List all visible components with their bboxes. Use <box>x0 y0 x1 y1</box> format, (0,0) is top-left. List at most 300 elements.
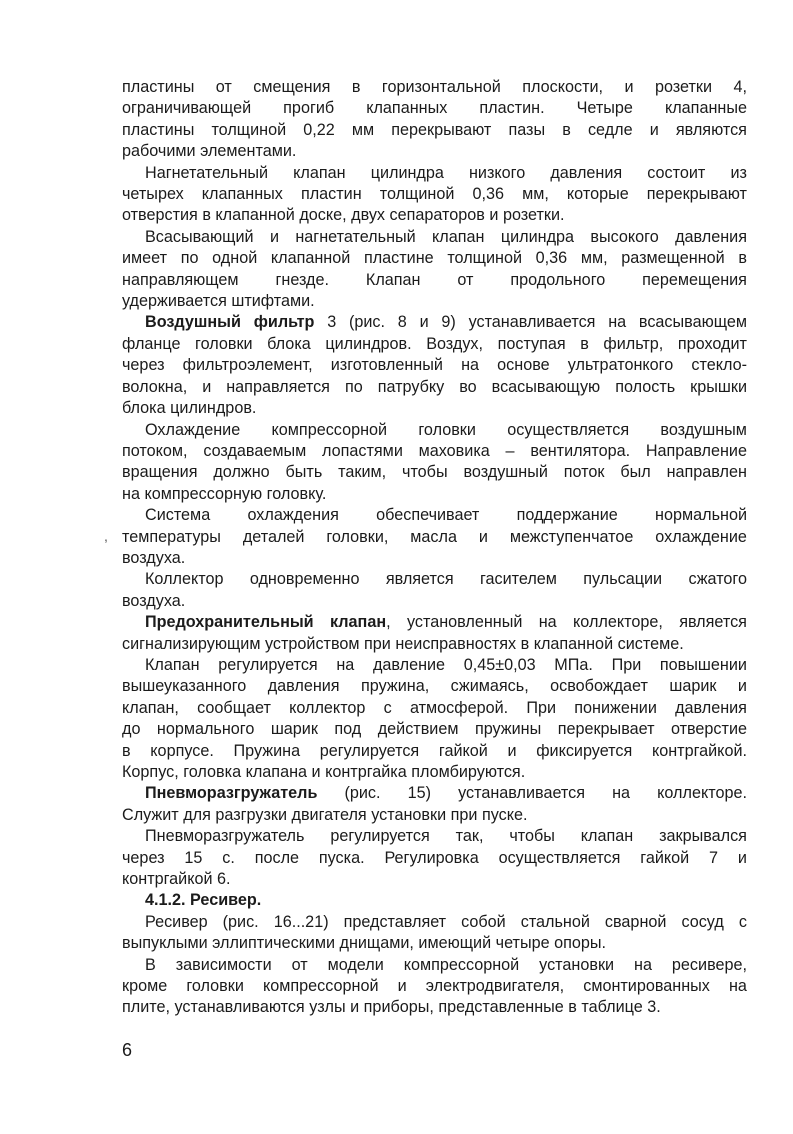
word: системе. <box>617 634 684 653</box>
word: осуществляется <box>507 420 630 439</box>
bold-word: Предохранительный <box>145 613 314 632</box>
word: нормальной <box>655 506 747 525</box>
word: Пневморазгружатель <box>145 827 305 846</box>
word: блока <box>267 334 311 353</box>
word: от <box>215 78 232 96</box>
bold-word: клапан <box>329 613 387 632</box>
word: давления <box>675 227 747 246</box>
text-line <box>122 227 747 248</box>
text-line <box>122 890 747 911</box>
word: клапанной <box>533 634 614 653</box>
word: устанавливается <box>468 313 596 332</box>
word: освобождает <box>550 677 648 696</box>
word: вышеуказанного <box>122 677 247 696</box>
word: сосуд <box>681 912 724 931</box>
word: направляющем <box>122 270 239 289</box>
word: которые <box>566 185 629 204</box>
text-line <box>122 484 747 505</box>
text-line <box>122 698 747 719</box>
word: 0,45±0,03 <box>463 655 536 674</box>
word: перекрывают <box>646 185 747 204</box>
word: горизонтальной <box>381 78 501 96</box>
word: шарик <box>669 677 717 696</box>
word: коллекторе, <box>573 613 663 632</box>
word: температуры <box>122 527 221 546</box>
bold-word: Ресивер. <box>190 891 262 910</box>
word: от <box>291 955 308 974</box>
word: давления <box>550 163 623 182</box>
word: штифтами. <box>231 292 315 311</box>
word: Клапан <box>365 270 421 289</box>
word: Пружина <box>233 741 301 760</box>
text-line <box>122 933 747 954</box>
word: по <box>180 249 199 268</box>
text-line <box>122 270 747 291</box>
word: коллектор <box>289 698 366 717</box>
word: и <box>202 377 212 396</box>
word: пуске. <box>481 805 528 824</box>
word: чтобы <box>402 463 448 482</box>
word: фланце <box>122 334 181 353</box>
word: При <box>611 655 642 674</box>
word: ограничивающей <box>122 99 252 118</box>
bold-word: Воздушный <box>145 313 241 332</box>
word: и <box>507 741 517 760</box>
bold-word: 4.1.2. <box>145 891 186 910</box>
word: контргайкой. <box>651 741 747 760</box>
word: таблице <box>581 998 643 1017</box>
text-line <box>122 420 747 441</box>
text-line <box>122 826 747 847</box>
word: полость <box>615 377 676 396</box>
word: понижении <box>574 698 657 717</box>
word: клапан <box>293 163 346 182</box>
word: при <box>450 805 478 824</box>
word: установленный <box>406 613 523 632</box>
word: через <box>122 848 165 867</box>
word: воздушным <box>660 420 747 439</box>
text-line <box>122 141 747 162</box>
word: сварной <box>604 912 667 931</box>
text-line <box>122 569 747 590</box>
text-line <box>122 912 747 933</box>
word: головки, <box>326 527 389 546</box>
word: и <box>269 227 279 246</box>
word: состоит <box>647 163 706 182</box>
word: маховика <box>418 441 490 460</box>
word: смещения <box>253 78 331 96</box>
word: 0,22 <box>303 120 335 139</box>
word: блока <box>122 399 166 418</box>
word: изготовленный <box>330 356 443 375</box>
word: плите, <box>122 998 170 1017</box>
text-line <box>122 634 747 655</box>
word: (рис. <box>222 912 259 931</box>
word: эллиптическими <box>212 934 335 953</box>
word: днищами, <box>339 934 414 953</box>
word: цилиндра <box>370 163 444 182</box>
word: Клапан <box>145 655 200 674</box>
word: четыре <box>495 934 550 953</box>
word: по <box>344 377 363 396</box>
word: является <box>385 570 454 589</box>
word: гасителем <box>479 570 557 589</box>
word: перемещения <box>642 270 747 289</box>
word: клапанной <box>270 249 351 268</box>
bold-term <box>190 890 261 911</box>
word: рабочими <box>122 142 196 161</box>
word: и <box>397 977 407 996</box>
word: обеспечивает <box>376 506 480 525</box>
word: является <box>679 613 747 632</box>
text-line <box>122 655 747 676</box>
text-line <box>122 120 747 141</box>
text-line <box>122 184 747 205</box>
word: клапан, <box>122 698 179 717</box>
word: волокна, <box>122 377 188 396</box>
word: коллекторе. <box>657 784 747 803</box>
word: клапан <box>580 827 634 846</box>
word: имеет <box>122 249 168 268</box>
text-line <box>122 77 747 98</box>
word: устройством <box>264 634 360 653</box>
word: представляет <box>343 912 447 931</box>
word: Четыре <box>576 99 633 118</box>
bold-term <box>145 612 314 633</box>
word: розетки <box>654 78 713 96</box>
bold-term <box>254 312 315 333</box>
text-line <box>122 869 747 890</box>
text-line <box>122 98 747 119</box>
word: с <box>383 698 392 717</box>
word: воздуха. <box>122 591 186 610</box>
bold-term <box>145 783 317 804</box>
word: гайкой <box>640 848 690 867</box>
word: Система <box>145 506 211 525</box>
word: проходит <box>677 334 747 353</box>
word: 9) <box>441 313 456 332</box>
word: неисправностях <box>395 634 517 653</box>
word: вращения <box>122 463 198 482</box>
word: гайкой <box>438 741 488 760</box>
word: Ресивер <box>145 912 208 931</box>
word: крышки <box>690 377 747 396</box>
word: основе <box>497 356 550 375</box>
word: с <box>738 912 747 931</box>
word: перекрывают <box>391 120 492 139</box>
word: из <box>730 163 747 182</box>
word: Нагнетательный <box>145 163 269 182</box>
word: и <box>419 313 429 332</box>
word: Направление <box>645 441 747 460</box>
word: всасывающую <box>491 377 601 396</box>
word: пульсации <box>583 570 663 589</box>
word: вентилятора. <box>530 441 631 460</box>
word: стальной <box>520 912 590 931</box>
bold-word: фильтр <box>253 313 315 332</box>
word: смонтированных <box>583 977 710 996</box>
word: 0,36 <box>472 185 504 204</box>
word: давления <box>267 677 340 696</box>
word: сигнализирующим <box>122 634 261 653</box>
text-line <box>122 612 747 633</box>
word: Корпус, <box>122 763 179 781</box>
word: 15 <box>184 848 203 867</box>
word: клапана <box>245 763 308 781</box>
word: фиксируется <box>536 741 633 760</box>
word: 15) <box>407 784 432 803</box>
word: узлы <box>309 998 346 1017</box>
word: до <box>122 720 141 739</box>
word: создаваемым <box>203 441 307 460</box>
word: мм <box>351 120 375 139</box>
word: пластине <box>363 249 434 268</box>
bold-term <box>145 890 186 911</box>
word: (рис. <box>344 784 381 803</box>
word: в <box>562 120 571 139</box>
word: сжимаясь, <box>450 677 529 696</box>
word: всасывающем <box>638 313 747 332</box>
word: продольного <box>510 270 606 289</box>
word: в <box>580 334 589 353</box>
word: чтобы <box>509 827 555 846</box>
word: электродвигателя, <box>425 977 565 996</box>
document-body <box>122 77 747 1019</box>
word: головки <box>195 334 253 353</box>
word: направлен <box>666 463 747 482</box>
word: так, <box>455 827 484 846</box>
word: контргайкой <box>122 870 213 889</box>
word: размещенной <box>621 249 725 268</box>
word: потоком, <box>122 441 188 460</box>
word: и <box>624 78 634 96</box>
word: деталей <box>242 527 305 546</box>
word: охлаждение <box>655 527 747 546</box>
word: во <box>459 377 477 396</box>
word: головку. <box>266 484 327 503</box>
word: в <box>202 206 211 225</box>
word: компрессорной <box>262 977 379 996</box>
word: в <box>351 78 361 96</box>
word: цилиндров. <box>170 399 257 418</box>
word: масла <box>410 527 457 546</box>
word: от <box>457 270 474 289</box>
word: в <box>122 741 131 760</box>
word: перекрывает <box>557 720 655 739</box>
word: пластины <box>122 120 195 139</box>
word: компрессорной <box>271 420 388 439</box>
word: клапанных <box>366 99 448 118</box>
word: Коллектор <box>145 570 224 589</box>
text-line <box>122 527 747 548</box>
text-line <box>122 398 747 419</box>
word: воздушный <box>463 463 548 482</box>
word: корпусе. <box>150 741 214 760</box>
word: воздуха. <box>122 548 186 567</box>
word: контргайка <box>325 763 407 781</box>
text-line <box>122 997 747 1018</box>
word: толщиной <box>211 120 287 139</box>
word: направляется <box>226 377 330 396</box>
word: на <box>612 784 631 803</box>
word: ультратонкого <box>567 356 674 375</box>
word: модели <box>327 955 384 974</box>
word: атмосферой. <box>409 698 509 717</box>
text-line <box>122 719 747 740</box>
word: лопастями <box>322 441 403 460</box>
word: представленные <box>438 998 564 1017</box>
word: низкого <box>468 163 526 182</box>
text-line <box>122 848 747 869</box>
word: сообщает <box>197 698 271 717</box>
word: одновременно <box>249 570 360 589</box>
word: регулируется <box>319 741 420 760</box>
word: установки <box>371 805 447 824</box>
text-line <box>122 676 747 697</box>
word: двух <box>351 206 386 225</box>
bold-word: Пневморазгружатель <box>145 784 318 803</box>
word: пружина, <box>361 677 430 696</box>
text-line <box>122 805 747 826</box>
word: через <box>122 356 165 375</box>
word: осуществляется <box>498 848 621 867</box>
word: поступая <box>497 334 566 353</box>
word: компрессорную <box>144 484 263 503</box>
word: При <box>526 698 557 717</box>
word: толщиной <box>379 185 455 204</box>
word: пластин. <box>479 99 545 118</box>
word: на <box>538 613 557 632</box>
word: сжатого <box>688 570 747 589</box>
word: цилиндра <box>500 227 575 246</box>
word: головки <box>186 977 244 996</box>
word: фильтр, <box>603 334 664 353</box>
word: в <box>568 998 577 1017</box>
word: седле <box>587 120 633 139</box>
word: таким, <box>338 463 387 482</box>
word: и <box>649 120 659 139</box>
word: прогиб <box>283 99 335 118</box>
text-line <box>122 355 747 376</box>
word: стекло- <box>691 356 747 375</box>
word: Охлаждение <box>145 420 241 439</box>
word: – <box>505 441 515 460</box>
word: поддержание <box>516 506 618 525</box>
page-number: 6 <box>122 1040 133 1060</box>
word: удерживается <box>122 292 227 311</box>
word: пластины <box>122 78 195 96</box>
word: пуска. <box>318 848 365 867</box>
word: и <box>489 206 499 225</box>
word: закрывался <box>659 827 747 846</box>
word: ресивере, <box>671 955 747 974</box>
word: и <box>737 848 747 867</box>
word: 3. <box>647 998 661 1017</box>
word: на <box>461 356 480 375</box>
word: клапан <box>432 227 485 246</box>
word: доске, <box>299 206 347 225</box>
word: при <box>364 634 391 653</box>
word: пластин <box>300 185 362 204</box>
word: 16...21) <box>273 912 329 931</box>
word: клапанные <box>664 99 747 118</box>
word: 6. <box>217 870 231 889</box>
word: межступенчатое <box>509 527 634 546</box>
word: на <box>728 977 747 996</box>
bold-term <box>145 312 241 333</box>
word: одной <box>212 249 258 268</box>
word: охлаждения <box>247 506 339 525</box>
word: опоры. <box>554 934 606 953</box>
word: сепараторов <box>389 206 485 225</box>
text-line <box>122 591 747 612</box>
word: выпуклыми <box>122 934 208 953</box>
word: устанавливаются <box>174 998 305 1017</box>
word: компрессорной <box>403 955 520 974</box>
word: и <box>478 527 488 546</box>
word: повышении <box>659 655 747 674</box>
word: отверстия <box>122 206 198 225</box>
word: установки <box>539 955 615 974</box>
text-line <box>122 783 747 804</box>
word: отверстие <box>670 720 747 739</box>
word: регулируется <box>330 827 430 846</box>
word: зависимости <box>175 955 272 974</box>
word: в <box>520 634 530 653</box>
word: пазы <box>508 120 546 139</box>
word: 3 <box>327 313 337 332</box>
word: элементами. <box>200 142 297 161</box>
word: действием <box>377 720 459 739</box>
word: В <box>145 955 156 974</box>
word: Регулировка <box>384 848 479 867</box>
word: 8 <box>397 313 407 332</box>
word: для <box>183 805 211 824</box>
text-line <box>122 955 747 976</box>
word: клапанной <box>215 206 295 225</box>
text-line <box>122 291 747 312</box>
word: устанавливается <box>458 784 585 803</box>
scan-mark: , <box>104 528 108 544</box>
text-line <box>122 312 747 333</box>
word: поток <box>563 463 605 482</box>
text-line <box>122 762 747 783</box>
text-line <box>122 334 747 355</box>
word: цилиндров. <box>325 334 412 353</box>
word: (рис. <box>349 313 386 332</box>
word: на <box>608 313 627 332</box>
word: с. <box>222 848 235 867</box>
word: на <box>336 655 355 674</box>
word: после <box>254 848 300 867</box>
word: Воздух, <box>426 334 484 353</box>
word: головка <box>183 763 242 781</box>
word: пломбируются. <box>411 763 526 781</box>
text-line <box>122 462 747 483</box>
word: на <box>634 955 652 974</box>
text-line <box>122 741 747 762</box>
word: разгрузки <box>215 805 287 824</box>
text-line <box>122 976 747 997</box>
word: Служит <box>122 805 179 824</box>
word: высокого <box>590 227 659 246</box>
word: Всасывающий <box>145 227 254 246</box>
word: головки <box>418 420 476 439</box>
word: плоскости, <box>522 78 604 96</box>
text-line <box>122 377 747 398</box>
word: клапанных <box>201 185 283 204</box>
word: 7 <box>709 848 719 867</box>
